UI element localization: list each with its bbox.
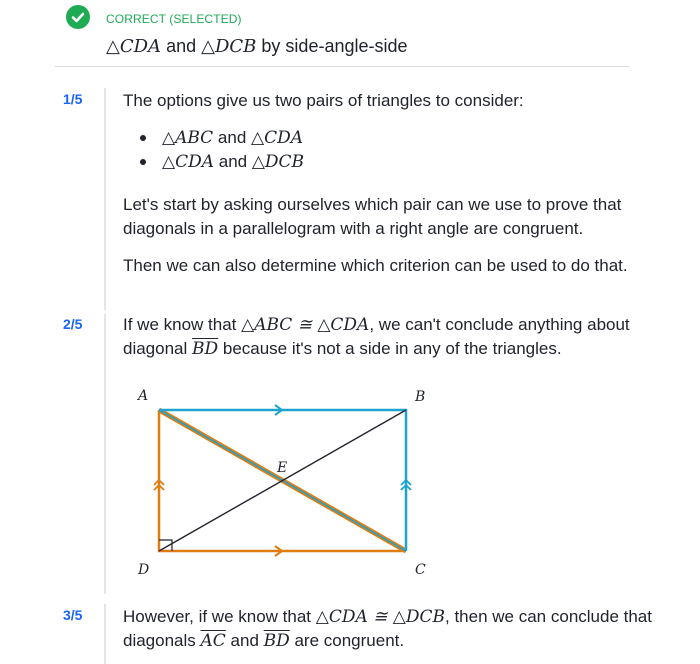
step-number-3: 3/5 xyxy=(63,607,83,623)
option-item: △CDA and △DCB xyxy=(140,150,304,174)
segment-bd: $\overline{BD}$ xyxy=(192,339,219,359)
parallelogram-diagram xyxy=(134,382,434,582)
step-rail-3 xyxy=(104,604,106,664)
segment-ac: $\overline{AC}$ xyxy=(200,631,226,651)
point-label-d: D xyxy=(138,562,150,578)
point-label-a: A xyxy=(138,388,149,404)
step-rail-2 xyxy=(104,314,106,594)
step-number-1: 1/5 xyxy=(63,91,83,107)
point-label-c: C xyxy=(415,562,426,578)
option-list xyxy=(140,126,304,174)
triangle-cda: △CDA xyxy=(106,36,162,57)
step-3-text: However, if we know that △CDA ≅ △DCB, then we can conclude that diagonals $\overline{AC}$ and $\overline{BD}$ are congruent. xyxy=(123,607,652,651)
point-label-e: E xyxy=(277,460,288,476)
step-number-2: 2/5 xyxy=(63,316,83,332)
point-label-b: B xyxy=(415,389,426,405)
step-1-intro: The options give us two pairs of triangles to consider: xyxy=(123,91,524,110)
triangle-dcb: △DCB xyxy=(201,36,257,57)
step-rail-1 xyxy=(104,88,106,310)
step-1-paragraph-2: Let's start by asking ourselves which pair can we use to prove that diagonals in a parallelogram with a right angle are congruent. xyxy=(123,195,622,238)
answer-result xyxy=(66,5,626,65)
answer-criterion: by side-angle-side xyxy=(261,36,408,56)
step-2-text: If we know that △ABC ≅ △CDA, we can't conclude anything about diagonal $\overline{BD}$ because it's not a side in any of the triangles. xyxy=(123,315,630,359)
selected-answer: △CDA and △DCB by side-angle-side xyxy=(106,36,408,57)
option-item: △ABC and △CDA xyxy=(140,126,304,150)
segment-bd: $\overline{BD}$ xyxy=(263,631,290,651)
step-1-paragraph-3: Then we can also determine which criterion can be used to do that. xyxy=(123,256,628,275)
check-icon xyxy=(66,5,90,29)
divider xyxy=(55,66,629,67)
result-status: CORRECT (SELECTED) xyxy=(106,12,242,26)
